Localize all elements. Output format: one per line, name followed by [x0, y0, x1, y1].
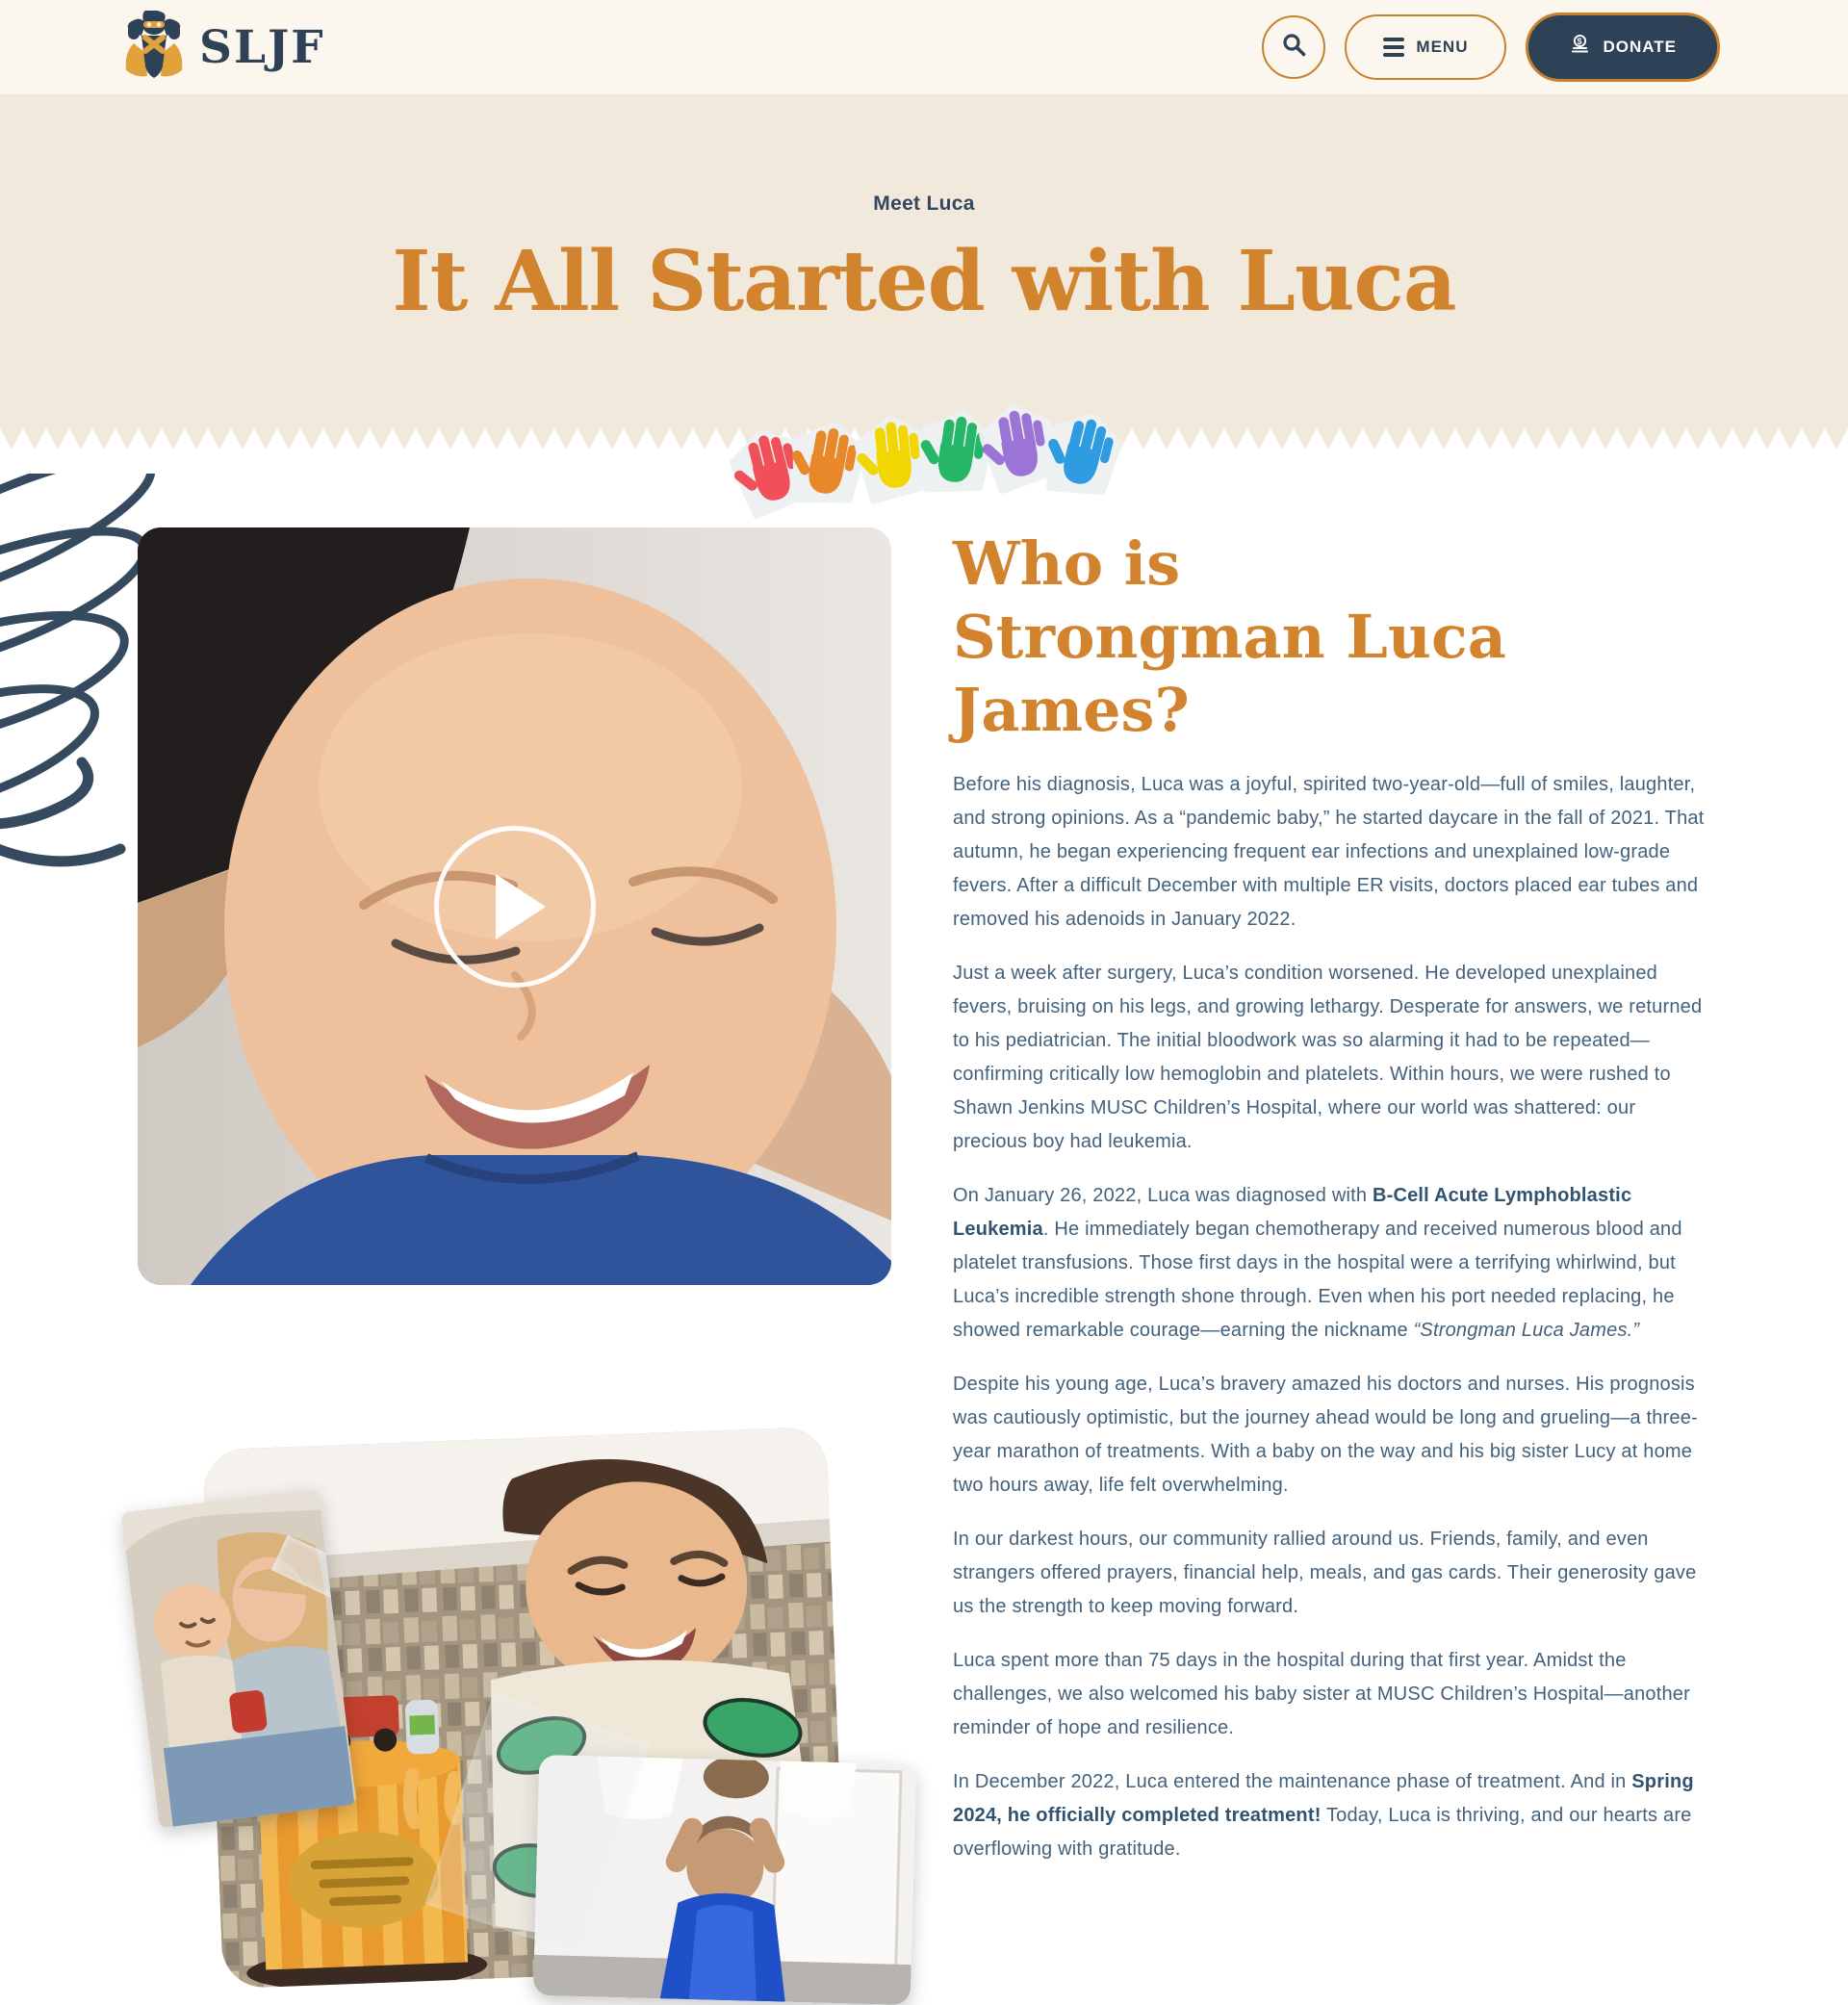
- story-paragraph: Just a week after surgery, Luca’s condition worsened. He developed unexplained fevers, bruising on his legs, and growing lethargy. Desperate for answers, we returned to his pediatrician. The initial bloodwork was so alarming it had to be repeated—confirming critically low hemoglobin and platelets. Within hours, we were rushed to Shawn Jenkins MUSC Children’s Hospital, where our world was shattered: our precious boy had leukemia.: [953, 963, 1703, 1152]
- play-icon: [496, 874, 546, 939]
- donate-button[interactable]: [1526, 13, 1720, 82]
- story-paragraph: Despite his young age, Luca’s bravery amazed his doctors and nurses. His prognosis was cautiously optimistic, but the journey ahead would be long and grueling—a three-year marathon of treatments. With a baby on the way and his big sister Lucy at home two hours away, life felt overwhelming.: [953, 1374, 1698, 1496]
- story-paragraph: In December 2022, Luca entered the maintenance phase of treatment. And in Spring 2024, he officially completed treatment! Today, Luca is thriving, and our hearts are overflowing with gratitude.: [953, 1771, 1694, 1860]
- hero-eyebrow: Meet Luca: [873, 193, 975, 215]
- page-title: It All Started with Luca: [392, 233, 1456, 330]
- menu-icon: [1383, 38, 1404, 57]
- photo-collage: [138, 1415, 891, 1925]
- story-paragraph: Before his diagnosis, Luca was a joyful, spirited two-year-old—full of smiles, laughter, and strong opinions. As a “pandemic baby,” he started daycare in the fall of 2021. That autumn, he began experiencing frequent ear infections and unexplained low-grade fevers. After a difficult December with multiple ER visits, doctors placed ear tubes and removed his adenoids in January 2022.: [953, 774, 1705, 930]
- site-header: [0, 0, 1848, 94]
- video-thumbnail[interactable]: [138, 527, 891, 1285]
- article-column: [953, 527, 1713, 1925]
- search-button[interactable]: [1262, 15, 1325, 79]
- menu-button[interactable]: [1345, 14, 1506, 80]
- photo-mom-and-luca: [121, 1489, 357, 1829]
- article-body: [953, 768, 1713, 1866]
- svg-text:$: $: [1577, 37, 1583, 46]
- menu-button-label: MENU: [1416, 38, 1469, 56]
- story-paragraph: In our darkest hours, our community rallied around us. Friends, family, and even strangers offered prayers, financial help, meals, and gas cards. Their generosity gave us the strength to keep moving forward.: [953, 1529, 1697, 1617]
- section-heading: Who is Strongman Luca James?: [953, 528, 1506, 745]
- handprints-decoration: [733, 408, 1115, 497]
- play-button[interactable]: [434, 826, 596, 988]
- hero-section: [0, 94, 1848, 428]
- story-paragraph: Luca spent more than 75 days in the hospital during that first year. Amidst the challenges, we also welcomed his baby sister at MUSC Children’s Hospital—another reminder of hope and resilience.: [953, 1650, 1690, 1738]
- media-column: [138, 527, 891, 1925]
- header-actions: [1262, 13, 1720, 82]
- main-content: [0, 450, 1848, 1925]
- donate-icon: [1569, 34, 1591, 61]
- brand-logo[interactable]: [122, 11, 325, 85]
- brand-name: SLJF: [199, 20, 325, 74]
- donate-button-label: DONATE: [1603, 38, 1677, 56]
- search-icon: [1281, 32, 1307, 63]
- story-paragraph: On January 26, 2022, Luca was diagnosed with B-Cell Acute Lymphoblastic Leukemia. He immediately began chemotherapy and received numerous blood and platelet transfusions. Those first days in the hospital were a terrifying whirlwind, but Luca’s incredible strength shone through. Even when his port needed replacing, he showed remarkable courage—earning the nickname “Strongman Luca James.”: [953, 1185, 1682, 1341]
- superhero-mascot-icon: [122, 11, 186, 85]
